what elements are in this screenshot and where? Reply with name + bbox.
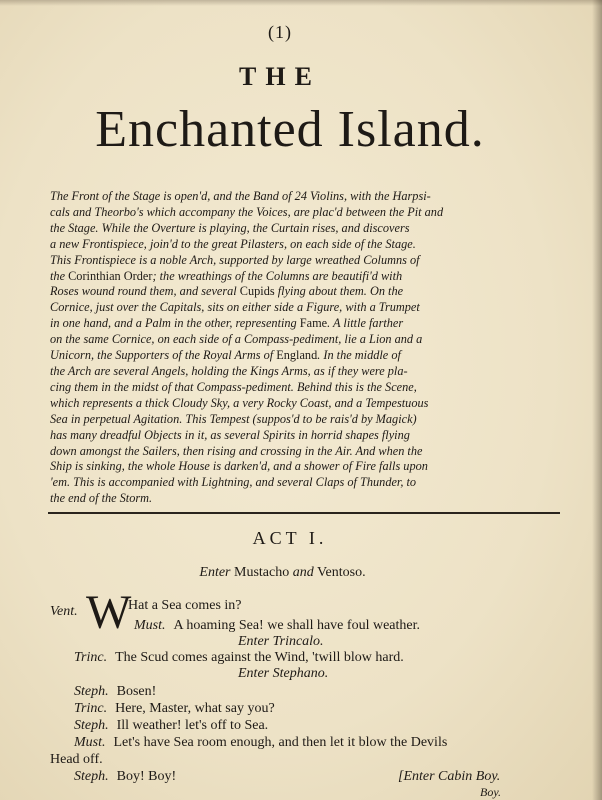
- dialogue-text: A hoaming Sea! we shall have foul weather.: [173, 618, 420, 633]
- stage-direction-entry: Enter Trincalo.: [238, 634, 324, 649]
- stage-direction-text: which represents a thick Cloudy Sky, a very Rocky Coast, and a Tempestuous: [50, 395, 429, 410]
- speaker-name: Must.: [74, 735, 106, 750]
- entry-word: Enter: [199, 565, 231, 580]
- stage-direction-text: the: [50, 268, 69, 283]
- dialogue-line: [74, 769, 176, 785]
- dialogue-text-continuation: Head off.: [50, 752, 103, 767]
- stage-direction-text: on the same Cornice, on each side of a Compass-pediment, lie a Lion and a: [50, 332, 423, 347]
- dialogue-line: [74, 650, 404, 666]
- stage-direction-text: cing them in the midst of that Compass-pediment. Behind this is the Scene,: [50, 379, 417, 394]
- speaker-name: Trinc.: [74, 650, 108, 665]
- stage-direction-text: in one hand, and a Palm in the other, representing: [50, 316, 300, 331]
- dialogue-line: [74, 684, 156, 700]
- stage-direction-text: cals and Theorbo's which accompany the Voices, are plac'd between the Pit and: [50, 204, 444, 219]
- speaker-name: Vent.: [50, 604, 78, 619]
- dialogue-text: Ill weather! let's off to Sea.: [116, 718, 269, 733]
- stage-direction-text: Sea in perpetual Agitation. This Tempest (suppos'd to be rais'd by Magick): [50, 411, 417, 426]
- dialogue-text: Boy! Boy!: [116, 769, 177, 784]
- stage-direction-text: the Stage. While the Overture is playing, the Curtain rises, and discovers: [50, 220, 410, 235]
- dialogue-line: [50, 604, 86, 620]
- dialogue-text: Hat a Sea comes in?: [128, 598, 242, 613]
- dialogue-text: Bosen!: [116, 684, 157, 699]
- stage-direction-roman: Fame: [299, 316, 328, 331]
- title-article: THE: [239, 62, 321, 91]
- dialogue-text: The Scud comes against the Wind, 'twill blow hard.: [115, 650, 404, 665]
- stage-direction-text: Unicorn, the Supporters of the Royal Arms of: [50, 348, 277, 363]
- dialogue-line: [74, 701, 275, 717]
- stage-direction-text: Roses wound round them, and several: [50, 284, 240, 299]
- stage-direction-entry: Enter Stephano.: [238, 666, 329, 681]
- entry-character-1: Mustacho: [234, 565, 290, 580]
- stage-direction-text: flying about them. On the: [274, 284, 404, 299]
- page-title: Enchanted Island.: [95, 101, 485, 158]
- catchword: Boy.: [480, 785, 501, 799]
- speaker-name: Steph.: [74, 718, 109, 733]
- act-heading: ACT I.: [252, 528, 328, 548]
- stage-direction-text: has many dreadful Objects in it, as several Spirits in horrid shapes flying: [50, 427, 410, 442]
- stage-direction-roman: England: [276, 348, 318, 363]
- drop-cap: W: [86, 586, 132, 639]
- stage-direction-text: the Arch are several Angels, holding the Kings Arms, as if they were pla-: [50, 363, 408, 378]
- stage-direction-text: This Frontispiece is a noble Arch, supported by large wreathed Columns of: [50, 252, 420, 267]
- stage-direction-exit: [Enter Cabin Boy.: [398, 769, 501, 784]
- speaker-name: Steph.: [74, 769, 109, 784]
- stage-direction-text: . A little farther: [327, 316, 404, 331]
- speaker-name: Steph.: [74, 684, 109, 699]
- page-number: (1): [268, 22, 292, 42]
- stage-direction-text: ; the wreathings of the Columns are beautifi'd with: [152, 268, 403, 283]
- stage-direction-text: 'em. This is accompanied with Lightning, and several Claps of Thunder, to: [50, 475, 417, 490]
- dialogue-text: Let's have Sea room enough, and then let it blow the Devils: [113, 735, 448, 750]
- dialogue-line: [134, 618, 420, 634]
- dialogue-text: Here, Master, what say you?: [115, 701, 275, 716]
- entry-conjunction: and: [292, 565, 314, 580]
- speaker-name: Trinc.: [74, 701, 108, 716]
- dialogue-line: [74, 718, 268, 734]
- stage-direction-text: the end of the Storm.: [50, 491, 153, 506]
- stage-direction-text: The Front of the Stage is open'd, and the Band of 24 Violins, with the Harpsi-: [50, 189, 431, 203]
- entry-character-2: Ventoso.: [316, 565, 366, 580]
- stage-direction-text: Ship is sinking, the whole House is darken'd, and a shower of Fire falls upon: [50, 459, 428, 474]
- stage-direction-roman: Corinthian Order: [68, 268, 153, 283]
- stage-direction-text: . In the middle of: [317, 348, 401, 363]
- stage-direction-roman: Cupids: [239, 284, 275, 299]
- stage-direction-text: down amongst the Sailers, then rising and crossing in the Air. And when the: [50, 443, 423, 458]
- dialogue-line: [74, 735, 447, 751]
- speaker-name: Must.: [134, 618, 166, 633]
- stage-direction-text: a new Frontispiece, join'd to the great Pilasters, on each side of the Stage.: [50, 236, 416, 251]
- stage-direction-text: Cornice, just over the Capitals, sits on either side a Figure, with a Trumpet: [50, 300, 420, 315]
